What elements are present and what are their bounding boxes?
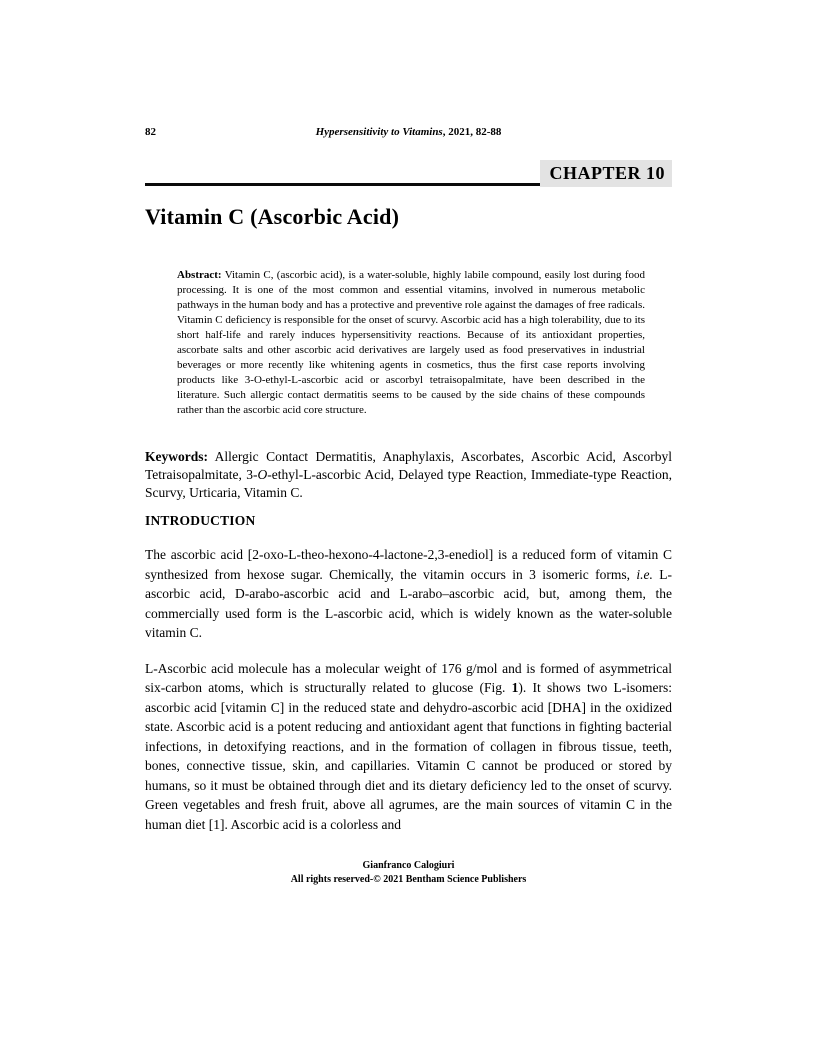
keywords-italic-o: O — [257, 467, 268, 482]
footer-author: Gianfranco Calogiuri — [362, 860, 455, 871]
intro-p1-ie: i.e. — [636, 566, 653, 582]
page-title: Vitamin C (Ascorbic Acid) — [145, 204, 400, 229]
keywords-paragraph — [145, 448, 672, 502]
intro-p2-fig-ref: 1 — [511, 680, 519, 695]
intro-p2-text-2: ). It shows two L-isomers: ascorbic acid [vitamin C] in the reduced state and dehydro-ascorbic acid [DHA] in the oxidized state. Ascorbic acid is a potent reducing and antioxidant agent that functions in fighting bacterial infections, in detoxifying reactions, and in the formation of collagen in fibrous tissue, teeth, bones, connective tissue, skin, and capillaries. Vitamin C cannot be produced or stored by humans, so it must be obtained through diet and its dietary deficiency led to the onset of scurvy. Green vegetables and fresh fruit, above all agrumes, are the main sources of vitamin C in the human diet [1]. Ascorbic acid is a colorless and — [145, 680, 672, 832]
intro-paragraph-2 — [145, 659, 672, 835]
keywords-text-1: Allergic Contact Dermatitis, Anaphylaxis, Ascorbates, Ascorbic Acid, Ascorbyl Tetraisopalmitate, 3- — [145, 449, 672, 482]
intro-p2-text-1: L-Ascorbic acid molecule has a molecular weight of 176 g/mol and is formed of asymmetrical six-carbon atoms, which is structurally related to glucose (Fig. — [145, 660, 672, 695]
page-content — [145, 126, 672, 887]
running-title — [145, 126, 672, 138]
running-title-journal: Hypersensitivity to Vitamins — [315, 126, 443, 138]
intro-p1-text-1: The ascorbic acid [2-oxo-L-theo-hexono-4-lactone-2,3-enediol] is a reduced form of vitamin C synthesized from hexose sugar. Chemically, the vitamin occurs in 3 isomeric forms, — [145, 547, 672, 582]
page-header — [145, 126, 672, 142]
page-footer — [145, 859, 672, 887]
abstract-paragraph — [177, 268, 645, 418]
page-number: 82 — [145, 126, 156, 138]
keywords-text-2: -ethyl-L-ascorbic Acid, Delayed type Reaction, Immediate-type Reaction, Scurvy, Urticaria, Vitamin C. — [145, 467, 672, 500]
intro-paragraph-1 — [145, 545, 672, 643]
section-heading-introduction: INTRODUCTION — [145, 513, 256, 528]
abstract-text: Vitamin C, (ascorbic acid), is a water-soluble, highly labile compound, easily lost during food processing. It is one of the most common and essential vitamins, involved in numerous metabolic pathways in the human body and has a protective and preventive role against the damages of free radicals. Vitamin C deficiency is responsible for the onset of scurvy. Ascorbic acid has a high tolerability, due to its short half-life and rarely induces hypersensitivity reactions. Because of its antioxidant properties, ascorbate salts and other ascorbic acid derivatives are largely used as food preservatives in industrial beverages or more recently like whitening agents in cosmetics, thus the first case reports involving products like 3-O-ethyl-L-ascorbic acid or ascorbyl tetraisopalmitate, have been described in the literature. Such allergic contact dermatitis seems to be caused by the side chains of these compounds rather than the ascorbic acid core structure. — [177, 269, 645, 416]
keywords-label: Keywords: — [145, 449, 208, 464]
chapter-badge: CHAPTER 10 — [540, 160, 672, 187]
footer-rights: All rights reserved-© 2021 Bentham Science Publishers — [290, 874, 527, 885]
chapter-rule — [145, 156, 672, 186]
abstract-label: Abstract: — [177, 269, 222, 281]
intro-p1-text-2: L-ascorbic acid, D-arabo-ascorbic acid and L-arabo–ascorbic acid, but, among them, the commercially used form is the L-ascorbic acid, which is widely known as the water-soluble vitamin C. — [145, 566, 672, 640]
running-title-issue: , 2021, 82-88 — [442, 126, 502, 138]
